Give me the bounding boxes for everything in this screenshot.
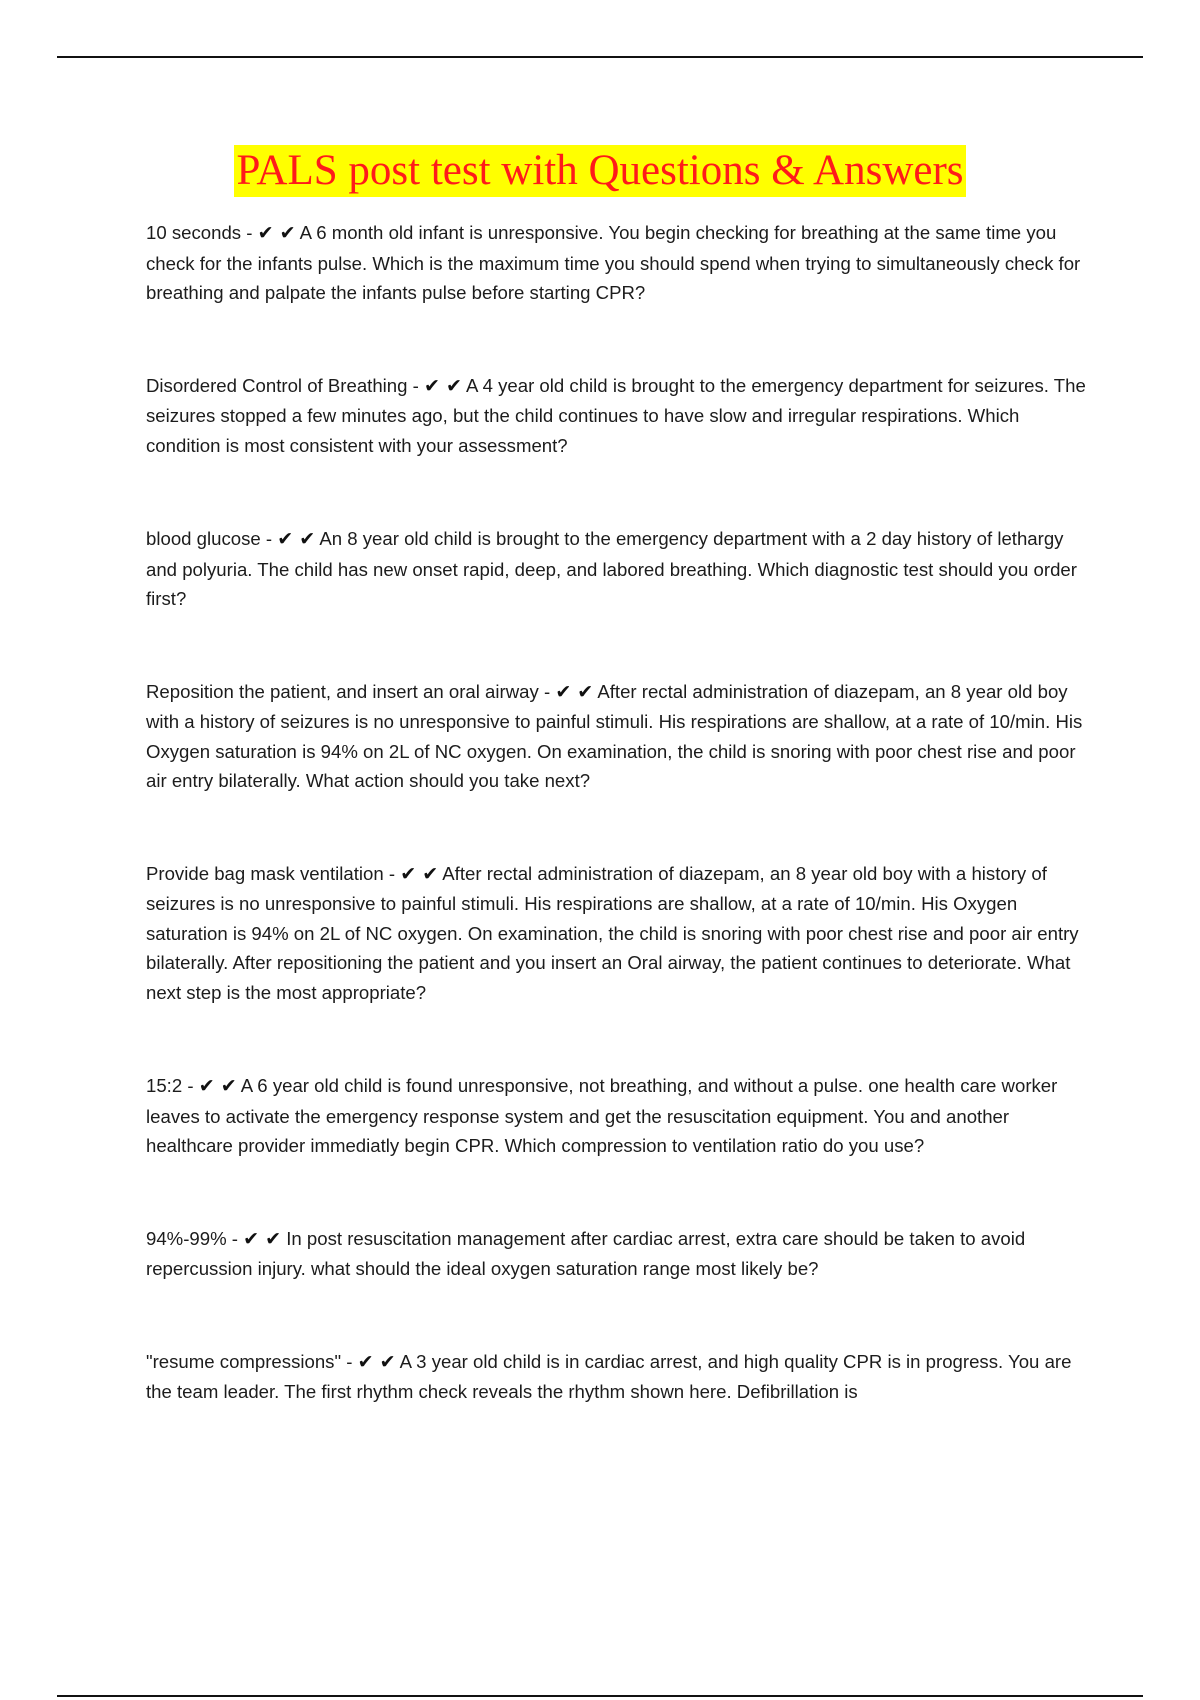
qa-answer: Disordered Control of Breathing [146, 374, 408, 396]
bottom-rule [57, 1695, 1143, 1697]
check-icon: ✔ ✔ [257, 222, 296, 244]
qa-question: A 4 year old child is brought to the emergency department for seizures. The seizures stopped a few minutes ago, but the child continues to have slow and irregular respirations. Which condition is most consistent with your assessment? [146, 374, 1086, 456]
check-icon: ✔ ✔ [424, 374, 462, 397]
qa-answer: 10 seconds [146, 222, 242, 243]
qa-answer: Provide bag mask ventilation [146, 862, 384, 884]
qa-answer: 15:2 [146, 1075, 183, 1096]
check-icon: ✔ ✔ [277, 528, 316, 550]
qa-item: 94%-99% - ✔ ✔ In post resuscitation management after cardiac arrest, extra care should be taken to avoid repercussion injury. what should the ideal oxygen saturation range most likely be? [146, 1227, 1026, 1279]
qa-answer: 94%-99% [146, 1227, 227, 1249]
qa-item: "resume compressions" - ✔ ✔ A 3 year old child is in cardiac arrest, and high quality CPR is in progress. You are the team leader. The first rhythm check reveals the rhythm shown here. Defibrillation is [146, 1350, 1072, 1402]
qa-question: A 3 year old child is in cardiac arrest, and high quality CPR is in progress. You are the team leader. The first rhythm check reveals the rhythm shown here. Defibrillation is [146, 1350, 1072, 1402]
qa-item: Reposition the patient, and insert an oral airway - ✔ ✔ After rectal administration of diazepam, an 8 year old boy with a history of seizures is no unresponsive to painful stimuli. His respirations are shallow, at a rate of 10/min. His Oxygen saturation is 94% on 2L of NC oxygen. On examination, the child is snoring with poor chest rise and poor air entry bilaterally. What action should you take next? [146, 680, 1083, 791]
qa-answer: "resume compressions" [146, 1350, 342, 1372]
qa-list [146, 218, 1096, 1407]
check-icon: ✔ ✔ [357, 1350, 396, 1373]
qa-question: After rectal administration of diazepam, an 8 year old boy with a history of seizures is no unresponsive to painful stimuli. His respirations are shallow, at a rate of 10/min. His Oxygen saturation is 94% on 2L of NC oxygen. On examination, the child is snoring with poor chest rise and poor air entry bilaterally. What action should you take next? [146, 680, 1083, 791]
check-icon: ✔ ✔ [400, 862, 439, 885]
qa-question: An 8 year old child is brought to the emergency department with a 2 day history of lethargy and polyuria. The child has new onset rapid, deep, and labored breathing. Which diagnostic test should you order first? [146, 528, 1077, 609]
check-icon: ✔ ✔ [243, 1227, 282, 1250]
page-title: PALS post test with Questions & Answers [234, 145, 965, 197]
qa-item: 15:2 - ✔ ✔ A 6 year old child is found unresponsive, not breathing, and without a pulse. one health care worker leaves to activate the emergency response system and get the resuscitation equipment. You and another healthcare provider immediatly begin CPR. Which compression to ventilation ratio do you use? [146, 1075, 1058, 1156]
top-rule [57, 56, 1143, 58]
qa-item: 10 seconds - ✔ ✔ A 6 month old infant is unresponsive. You begin checking for breathing at the same time you check for the infants pulse. Which is the maximum time you should spend when trying to simultaneously check for breathing and palpate the infants pulse before starting CPR? [146, 222, 1081, 303]
check-icon: ✔ ✔ [555, 680, 594, 703]
qa-question: In post resuscitation management after cardiac arrest, extra care should be taken to avoid repercussion injury. what should the ideal oxygen saturation range most likely be? [146, 1227, 1026, 1279]
check-icon: ✔ ✔ [198, 1075, 237, 1097]
qa-item: blood glucose - ✔ ✔ An 8 year old child is brought to the emergency department with a 2 day history of lethargy and polyuria. The child has new onset rapid, deep, and labored breathing. Which diagnostic test should you order first? [146, 528, 1077, 609]
qa-question: A 6 month old infant is unresponsive. You begin checking for breathing at the same time you check for the infants pulse. Which is the maximum time you should spend when trying to simultaneously check for breathing and palpate the infants pulse before starting CPR? [146, 222, 1081, 303]
qa-item: Provide bag mask ventilation - ✔ ✔ After rectal administration of diazepam, an 8 year old boy with a history of seizures is no unresponsive to painful stimuli. His respirations are shallow, at a rate of 10/min. His Oxygen saturation is 94% on 2L of NC oxygen. On examination, the child is snoring with poor chest rise and poor air entry bilaterally. After repositioning the patient and you insert an Oral airway, the patient continues to deteriorate. What next step is the most appropriate? [146, 862, 1079, 1003]
title-container [0, 145, 1200, 197]
qa-question: A 6 year old child is found unresponsive, not breathing, and without a pulse. one health care worker leaves to activate the emergency response system and get the resuscitation equipment. You and another healthcare provider immediatly begin CPR. Which compression to ventilation ratio do you use? [146, 1075, 1058, 1156]
qa-question: After rectal administration of diazepam, an 8 year old boy with a history of seizures is no unresponsive to painful stimuli. His respirations are shallow, at a rate of 10/min. His Oxygen saturation is 94% on 2L of NC oxygen. On examination, the child is snoring with poor chest rise and poor air entry bilaterally. After repositioning the patient and you insert an Oral airway, the patient continues to deteriorate. What next step is the most appropriate? [146, 862, 1079, 1003]
qa-answer: blood glucose [146, 528, 261, 549]
qa-answer: Reposition the patient, and insert an oral airway [146, 680, 539, 702]
qa-item: Disordered Control of Breathing - ✔ ✔ A 4 year old child is brought to the emergency department for seizures. The seizures stopped a few minutes ago, but the child continues to have slow and irregular respirations. Which condition is most consistent with your assessment? [146, 374, 1086, 456]
